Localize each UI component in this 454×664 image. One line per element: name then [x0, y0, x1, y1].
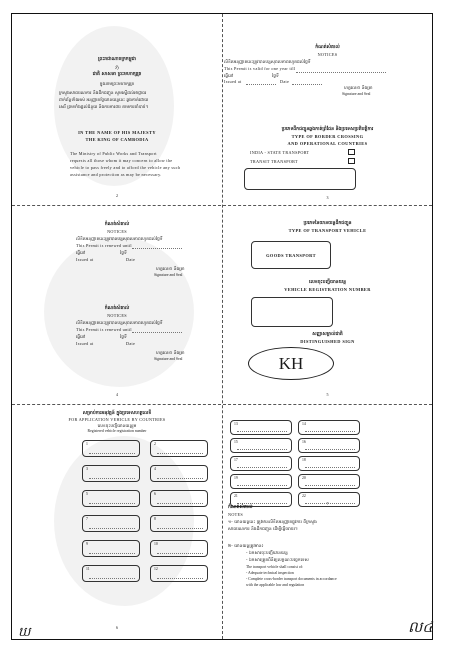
country-box-line — [89, 503, 135, 504]
country-box-number: 8 — [154, 517, 156, 521]
country-box-line — [89, 453, 135, 454]
country-box-6[interactable] — [150, 490, 208, 507]
country-box-number: 22 — [302, 494, 306, 498]
fold-line-2 — [12, 404, 432, 405]
country-code-oval — [248, 347, 334, 380]
country-box-8[interactable] — [150, 515, 208, 532]
renewal-field[interactable] — [132, 332, 182, 333]
country-box-number: 16 — [302, 440, 306, 444]
country-box-number: 15 — [234, 440, 238, 444]
en-registration-heading: VEHICLE REGISTRATION NUMBER — [284, 287, 371, 292]
en-issued-at: Issued at — [76, 341, 94, 346]
en-stamp-label: Signature and Seal — [154, 357, 183, 361]
country-code: KH — [278, 353, 304, 373]
country-box-1[interactable] — [82, 440, 140, 457]
kh-notices-heading: កំណត់សំគាល់ — [104, 306, 130, 311]
country-box-number: 9 — [86, 542, 88, 546]
kh-kingdom-title: ព្រះរាជាណាចក្រកម្ពុជា — [97, 57, 137, 62]
en-notes-heading: NOTES — [228, 512, 243, 517]
en-vehicle-type-heading: TYPE OF TRANSPORT VEHICLE — [288, 228, 367, 233]
kh-stamp-label: ហត្ថលេខា និងត្រា — [344, 85, 373, 90]
country-box-7[interactable] — [82, 515, 140, 532]
renewal-field[interactable] — [132, 248, 182, 249]
country-box-line — [89, 528, 135, 529]
country-box-3[interactable] — [82, 465, 140, 482]
separator-mark: ℌ — [114, 66, 120, 71]
country-box-number: 17 — [234, 458, 238, 462]
kh-body-line-1: ក្រសួងសាធារណការ និងដឹកជញ្ជូន សូមស្នើដល់អាជ្ញាធរ — [59, 90, 147, 95]
country-box-number: 10 — [154, 542, 158, 546]
kh-date: ថ្ងៃទី — [120, 334, 127, 339]
en-renewal-line: This Permit is renewed until — [76, 327, 132, 332]
country-box-line — [157, 503, 203, 504]
country-box-20[interactable] — [298, 474, 360, 489]
option-transit-checkbox[interactable] — [348, 158, 355, 164]
right-margin-signature: ល៤ — [408, 618, 433, 636]
en-stamp-label: Signature and Seal — [342, 92, 371, 96]
country-box-line — [157, 453, 203, 454]
country-box-number: 3 — [86, 467, 88, 471]
page-number: 5 — [326, 392, 329, 397]
country-box-line — [237, 485, 287, 486]
country-box-number: 4 — [154, 467, 156, 471]
page-number: 2 — [116, 193, 118, 198]
country-box-2[interactable] — [150, 440, 208, 457]
kh-date: ថ្ងៃទី — [272, 73, 279, 78]
en-border-heading-2: AND OPERATIONAL COUNTRIES — [287, 141, 368, 146]
en-notices-heading: NOTICES — [317, 52, 338, 57]
en-body-line-2: requests all those whom it may concern to allow the — [70, 158, 173, 163]
en-date: Date — [280, 79, 290, 84]
page-number: 7 — [326, 501, 329, 506]
country-box-15[interactable] — [230, 438, 292, 453]
kh-date: ថ្ងៃទី — [120, 250, 127, 255]
en-application-heading: FOR APPLICATION VEHICLE BY COUNTRIES — [68, 417, 166, 422]
en-stamp-label: Signature and Seal — [154, 273, 183, 277]
country-box-number: 2 — [154, 442, 156, 446]
kh-issued-at: ធ្វើនៅ — [76, 334, 86, 339]
country-box-14[interactable] — [298, 420, 360, 435]
country-box-number: 11 — [86, 567, 90, 571]
panel-application-notes — [224, 406, 431, 638]
en-date: Date — [126, 341, 136, 346]
country-box-line — [89, 478, 135, 479]
kh-stamp-label: ហត្ថលេខា និងត្រា — [156, 266, 185, 271]
country-box-number: 18 — [302, 458, 306, 462]
option-india-label: INDIA - STATE TRANSPORT — [250, 150, 310, 155]
kh-sign-heading: សញ្ញាសម្គាល់ជាតិ — [312, 332, 343, 337]
country-box-number: 7 — [86, 517, 88, 521]
country-box-line — [237, 431, 287, 432]
kh-renewal-line: លិខិតអនុញ្ញាតនេះត្រូវបានបន្តសុពលភាពរហូតដល់ថ្ងៃទី — [76, 320, 163, 325]
en-note-4: with the applicable law and regulation — [246, 583, 305, 587]
en-notices-heading: NOTICES — [107, 229, 127, 234]
kh-issued-at: ធ្វើនៅ — [76, 250, 86, 255]
page-number: 3 — [326, 195, 329, 200]
panel-notices-border — [224, 16, 431, 204]
country-box-10[interactable] — [150, 540, 208, 557]
vertical-fold-line — [222, 14, 223, 639]
note-1-kh-cont: សាធារណការ និងដឹកជញ្ជូន ដើម្បីធ្វើចរាចរ។ — [228, 526, 298, 531]
kh-renewal-line: លិខិតអនុញ្ញាតនេះត្រូវបានបន្តសុពលភាពរហូតដល់ថ្ងៃទី — [76, 236, 163, 241]
en-validity-line: This Permit is valid for one year till — [224, 66, 296, 71]
panel-title-page — [14, 16, 220, 204]
country-box-line — [305, 431, 355, 432]
registration-number-box[interactable] — [251, 297, 333, 327]
panel-renewals — [14, 207, 220, 403]
note-2-a: - ឯកសារចុះបញ្ជីយានយន្ត — [246, 550, 288, 555]
option-india-checkbox[interactable] — [348, 149, 355, 155]
en-renewal-line: This Permit is renewed until — [76, 243, 132, 248]
kh-application-heading: សម្រាប់ការអនុវត្តន៍ ក្នុងប្រទេសហត្ថលេខី — [82, 411, 152, 416]
en-border-heading-1: TYPE OF BORDER CROSSING — [291, 134, 364, 139]
country-box-number: 21 — [234, 494, 238, 498]
country-box-number: 1 — [86, 442, 88, 446]
country-box-line — [157, 553, 203, 554]
country-box-line — [237, 467, 287, 468]
note-2-b: - ឯកសារត្រួតពិនិត្យលក្ខណៈបច្ចេកទេស — [246, 557, 309, 562]
kh-validity-line: លិខិតអនុញ្ញាតនេះត្រូវបានបន្តសុពលភាពរហូតដល់ថ្ងៃទី — [224, 59, 311, 64]
en-title-line-1: IN THE NAME OF HIS MAJESTY — [78, 130, 156, 135]
countries-box[interactable] — [244, 168, 356, 190]
note-1-kh: ១- យានយន្តនេះ ត្រូវមានលិខិតអនុញ្ញាតផ្លូវការ ពីក្រសួង — [228, 519, 317, 524]
country-box-line — [157, 578, 203, 579]
en-issued-at: Issued at — [224, 79, 242, 84]
country-box-number: 19 — [234, 476, 238, 480]
issued-at-field[interactable] — [246, 84, 276, 85]
kh-registration-heading: លេខចុះបញ្ជីយានយន្ត — [308, 280, 346, 285]
kh-vehicle-type-heading: ប្រភេទនៃយានយន្តដឹកជញ្ជូន — [303, 221, 352, 226]
country-box-9[interactable] — [82, 540, 140, 557]
en-date: Date — [126, 257, 136, 262]
kh-notices-heading: កំណត់សំគាល់ — [104, 222, 130, 227]
country-box-17[interactable] — [230, 456, 292, 471]
kh-body-line-3: សេរី ព្រមទាំងផ្តល់ជំនួយ និងការការពារ តាមការចាំបាច់។ — [59, 104, 149, 109]
country-box-16[interactable] — [298, 438, 360, 453]
country-box-number: 14 — [302, 422, 306, 426]
panel-application-countries — [14, 406, 220, 638]
en-application-sub: Registered vehicle registration number — [87, 429, 147, 433]
left-margin-mark: ឃ — [18, 625, 31, 640]
note-2-kh: ២- យានយន្តត្រូវមាន៖ — [228, 543, 264, 548]
watermark-seal — [44, 237, 194, 387]
en-title-line-2: THE KING OF CAMBODIA — [85, 137, 149, 142]
page-number: 6 — [116, 625, 118, 630]
country-box-number: 12 — [154, 567, 158, 571]
panel-vehicle-type — [224, 207, 431, 403]
country-box-5[interactable] — [82, 490, 140, 507]
country-box-line — [305, 485, 355, 486]
country-box-13[interactable] — [230, 420, 292, 435]
country-box-number: 6 — [154, 492, 156, 496]
en-note-2: - Adequate technical inspection — [246, 571, 294, 575]
country-box-18[interactable] — [298, 456, 360, 471]
fold-line-1 — [12, 205, 432, 206]
kh-notes-heading: កំណត់សំគាល់ — [228, 505, 253, 510]
country-box-line — [305, 449, 355, 450]
en-body-line-3: vehicle to pass freely and to afford the vehicle any such — [70, 165, 181, 170]
en-note-1: The transport vehicle shall consist of: — [246, 565, 304, 569]
country-box-number: 5 — [86, 492, 88, 496]
country-box-12[interactable] — [150, 565, 208, 582]
kh-notices-heading: កំណត់សំគាល់ — [315, 45, 340, 50]
vehicle-type-box[interactable] — [251, 241, 331, 269]
kh-subtitle: ក្នុងនាមព្រះមហាក្សត្រ — [99, 81, 135, 86]
country-box-line — [157, 478, 203, 479]
country-box-number: 20 — [302, 476, 306, 480]
kh-motto: ជាតិ សាសនា ព្រះមហាក្សត្រ — [92, 72, 142, 77]
en-note-3: - Complete cross-border transport documents in accordance — [246, 577, 337, 581]
country-box-line — [237, 449, 287, 450]
en-notices-heading: NOTICES — [107, 313, 127, 318]
vehicle-type-value: GOODS TRANSPORT — [266, 252, 316, 258]
kh-stamp-label: ហត្ថលេខា និងត្រា — [156, 350, 185, 355]
country-box-19[interactable] — [230, 474, 292, 489]
en-sign-heading: DISTINGUISHED SIGN — [300, 339, 355, 344]
en-body-line-1: The Ministry of Public Works and Transport — [70, 151, 157, 156]
kh-border-heading: ប្រភេទដឹកជញ្ជូនឆ្លងកាត់ព្រំដែន និងប្រទេសប្រតិបត្តិការ — [281, 127, 374, 132]
country-box-line — [305, 467, 355, 468]
en-issued-at: Issued at — [76, 257, 94, 262]
country-box-line — [89, 578, 135, 579]
option-transit-label: TRANSIT TRANSPORT — [250, 159, 298, 164]
page-number: 4 — [116, 392, 118, 397]
validity-field[interactable] — [296, 72, 386, 73]
country-box-4[interactable] — [150, 465, 208, 482]
kh-body-line-2: ពាក់ព័ន្ធទាំងអស់ អនុញ្ញាតឱ្យយានយន្តនេះ ឆ្លងកាត់ដោយ — [59, 97, 149, 102]
date-field[interactable] — [292, 84, 322, 85]
country-box-number: 13 — [234, 422, 238, 426]
kh-issued-at: ធ្វើនៅ — [224, 73, 234, 78]
country-box-line — [157, 528, 203, 529]
country-box-line — [89, 553, 135, 554]
en-body-line-4: assistance and protection as may be necessary. — [70, 172, 162, 177]
country-box-11[interactable] — [82, 565, 140, 582]
kh-application-sub: លេខចុះបញ្ជីយានយន្តរួម — [97, 423, 137, 428]
